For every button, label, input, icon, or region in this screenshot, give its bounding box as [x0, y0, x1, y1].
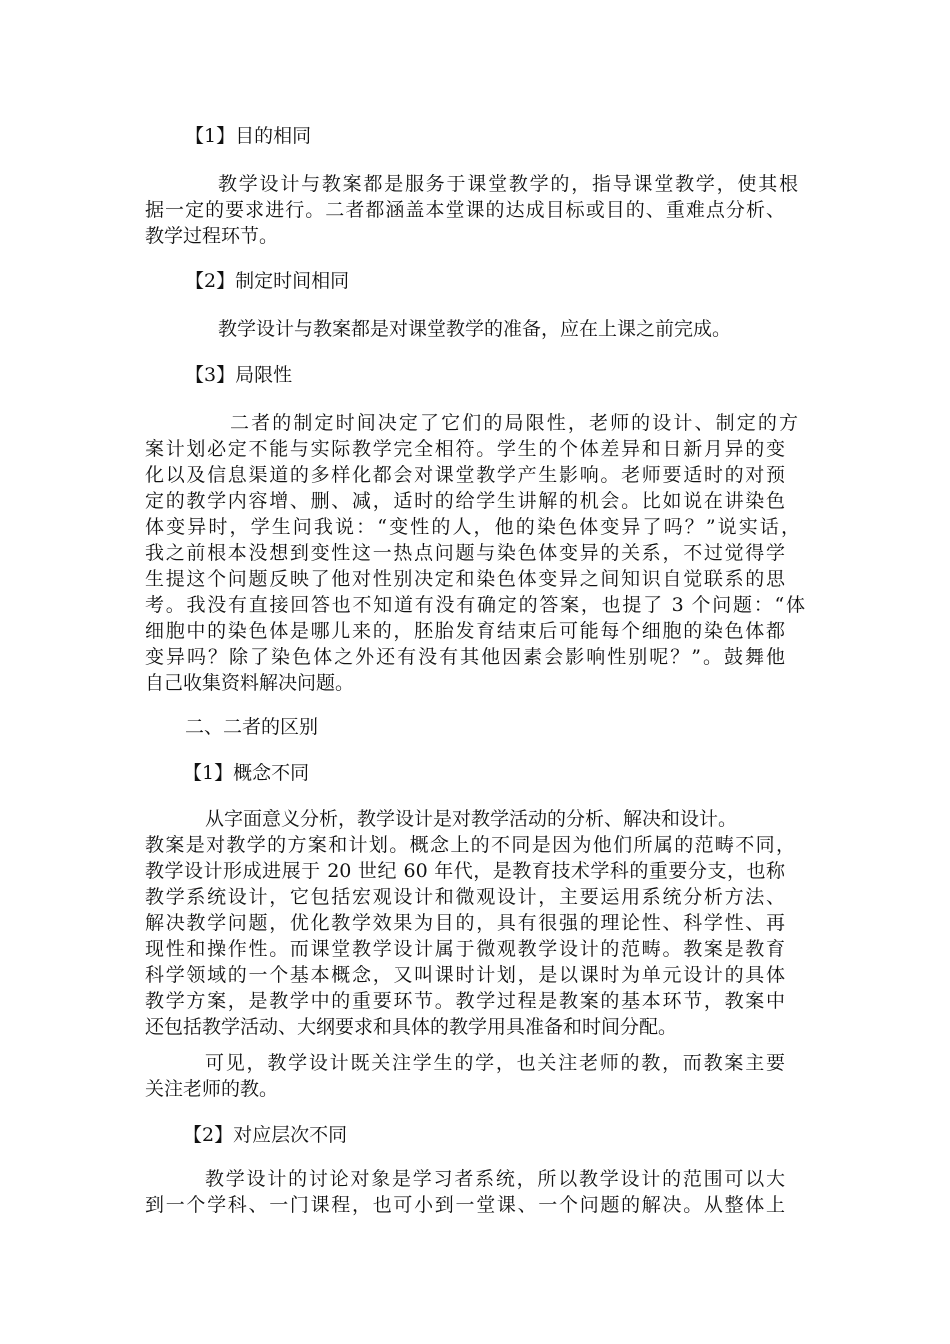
paragraph-5-line-1: 可见，教学设计既关注学生的学，也关注老师的教，而教案主要 — [205, 1052, 785, 1074]
paragraph-3-line-11: 自己收集资料解决问题。 — [145, 672, 355, 694]
paragraph-4-line-3: 教学设计形成进展于 20 世纪 60 年代，是教育技术学科的重要分支，也称 — [145, 860, 785, 882]
heading-1-same-purpose: 【1】目的相同 — [185, 125, 312, 147]
paragraph-4-line-2: 教案是对教学的方案和计划。概念上的不同是因为他们所属的范畴不同， — [145, 834, 795, 856]
paragraph-3-line-8: 考。我没有直接回答也不知道有没有确定的答案，也提了 3 个问题：“体 — [145, 594, 805, 616]
paragraph-3-line-1: 二者的制定时间决定了它们的局限性，老师的设计、制定的方 — [230, 412, 798, 434]
section-2-heading: 二、二者的区别 — [185, 716, 319, 738]
paragraph-4-line-4: 教学系统设计，它包括宏观设计和微观设计，主要运用系统分析方法、 — [145, 886, 785, 908]
paragraph-3-line-3: 化以及信息渠道的多样化都会对课堂教学产生影响。老师要适时的对预 — [145, 464, 785, 486]
paragraph-3-line-2: 案计划必定不能与实际教学完全相符。学生的个体差异和日新月异的变 — [145, 438, 785, 460]
paragraph-3-line-5: 体变异时，学生问我说：“变性的人，他的染色体变异了吗？”说实话， — [145, 516, 800, 538]
heading-2-same-time: 【2】制定时间相同 — [185, 270, 350, 292]
paragraph-3-line-9: 细胞中的染色体是哪儿来的，胚胎发育结束后可能每个细胞的染色体都 — [145, 620, 785, 642]
paragraph-4-line-8: 教学方案，是教学中的重要环节。教学过程是教案的基本环节，教案中 — [145, 990, 785, 1012]
paragraph-6-line-2: 到一个学科、一门课程，也可小到一堂课、一个问题的解决。从整体上 — [145, 1194, 785, 1216]
paragraph-1-line-2: 据一定的要求进行。二者都涵盖本堂课的达成目标或目的、重难点分析、 — [145, 199, 785, 221]
paragraph-2: 教学设计与教案都是对课堂教学的准备，应在上课之前完成。 — [218, 318, 732, 340]
paragraph-4-line-6: 现性和操作性。而课堂教学设计属于微观教学设计的范畴。教案是教育 — [145, 938, 785, 960]
paragraph-3-line-10: 变异吗？除了染色体之外还有没有其他因素会影响性别呢？”。鼓舞他 — [145, 646, 785, 668]
paragraph-3-line-4: 定的教学内容增、删、减，适时的给学生讲解的机会。比如说在讲染色 — [145, 490, 785, 512]
heading-4-different-concepts: 【1】概念不同 — [183, 762, 310, 784]
paragraph-4-line-5: 解决教学问题，优化教学效果为目的，具有很强的理论性、科学性、再 — [145, 912, 785, 934]
heading-3-limitations: 【3】局限性 — [185, 364, 293, 386]
paragraph-1-line-1: 教学设计与教案都是服务于课堂教学的，指导课堂教学，使其根 — [218, 173, 798, 195]
paragraph-3-line-6: 我之前根本没想到变性这一热点问题与染色体变异的关系，不过觉得学 — [145, 542, 785, 564]
paragraph-6-line-1: 教学设计的讨论对象是学习者系统，所以教学设计的范围可以大 — [205, 1168, 785, 1190]
paragraph-4-line-7: 科学领域的一个基本概念，又叫课时计划，是以课时为单元设计的具体 — [145, 964, 785, 986]
paragraph-1-line-3: 教学过程环节。 — [145, 225, 279, 247]
paragraph-5-line-2: 关注老师的教。 — [145, 1078, 279, 1100]
paragraph-4-line-9: 还包括教学活动、大纲要求和具体的教学用具准备和时间分配。 — [145, 1016, 678, 1038]
paragraph-3-line-7: 生提这个问题反映了他对性别决定和染色体变异之间知识自觉联系的思 — [145, 568, 785, 590]
paragraph-4-line-1: 从字面意义分析，教学设计是对教学活动的分析、解决和设计。 — [205, 808, 738, 830]
heading-5-different-levels: 【2】对应层次不同 — [183, 1124, 348, 1146]
